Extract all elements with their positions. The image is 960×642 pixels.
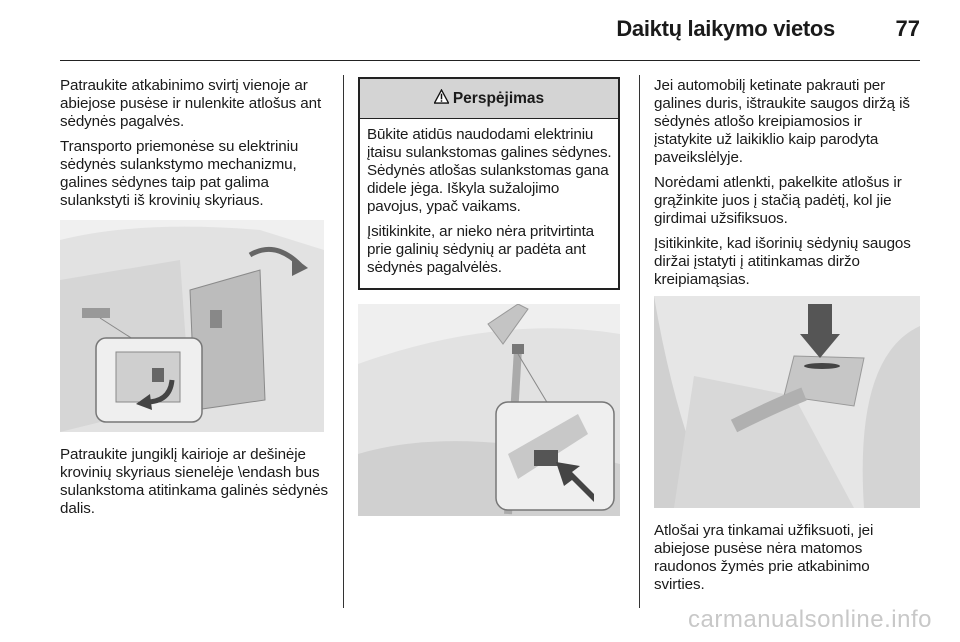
column-divider-2 <box>639 75 640 608</box>
warning-paragraph: Įsitikinkite, ar nieko nėra pritvirtinta prie galinių sėdynių ar padėta ant sėdynės pagalvėlės. <box>367 223 594 276</box>
watermark: carmanualsonline.info <box>688 606 932 633</box>
warning-body <box>360 119 618 288</box>
paragraph: Jei automobilį ketinate pakrauti per galines duris, ištraukite saugos diržą iš sėdynės atlošo kreipiamosios ir įstatykite už laikiklio kaip parodyta paveikslėlyje. <box>654 77 910 166</box>
paragraph: Patraukite atkabinimo svirtį vienoje ar abiejose pusėse ir nulenkite atlošus ant sėdynės pagalvės. <box>60 77 322 130</box>
paragraph: Patraukite jungiklį kairioje ar dešinėje krovinių skyriaus sienelėje \endash bus sulankstoma atitinkama galinės sėdynės dalis. <box>60 446 329 517</box>
column-divider-1 <box>343 75 344 608</box>
warning-box <box>358 77 620 290</box>
cargo-switch-illustration <box>60 220 324 432</box>
warning-paragraph: Būkite atidūs naudodami elektriniu įtaisu sulankstomas galines sėdynes. Sėdynės atlošas sulankstomas gana didele jėga. Iškyla sužalojimo pavojus, ypač vaikams. <box>367 126 612 215</box>
paragraph: Įsitikinkite, kad išorinių sėdynių saugos diržai įstatyti į atitinkamas diržo kreipiamąsias. <box>654 235 911 288</box>
seat-belt-guide-illustration <box>358 304 620 516</box>
column-1 <box>60 77 336 525</box>
column-2 <box>358 77 620 516</box>
warning-header <box>360 79 618 119</box>
warning-heading: Perspėjimas <box>452 89 545 107</box>
paragraph: Transporto priemonėse su elektriniu sėdynės sulankstymo mechanizmu, galines sėdynes taip pat galima sulankstyti iš krovinių skyriaus. <box>60 138 299 209</box>
column-3 <box>654 77 922 601</box>
page-title: Daiktų laikymo vietos <box>616 16 835 41</box>
header-rule <box>60 60 920 61</box>
paragraph: Atlošai yra tinkamai užfiksuoti, jei abiejose pusėse nėra matomos raudonos žymės prie atkabinimo svirties. <box>654 522 874 593</box>
paragraph: Norėdami atlenkti, pakelkite atlošus ir grąžinkite juos į stačią padėtį, kol jie girdimai užsifiksuos. <box>654 174 902 227</box>
seat-release-illustration <box>654 296 920 508</box>
warning-triangle-icon <box>434 89 449 109</box>
page-number: 77 <box>895 16 920 41</box>
